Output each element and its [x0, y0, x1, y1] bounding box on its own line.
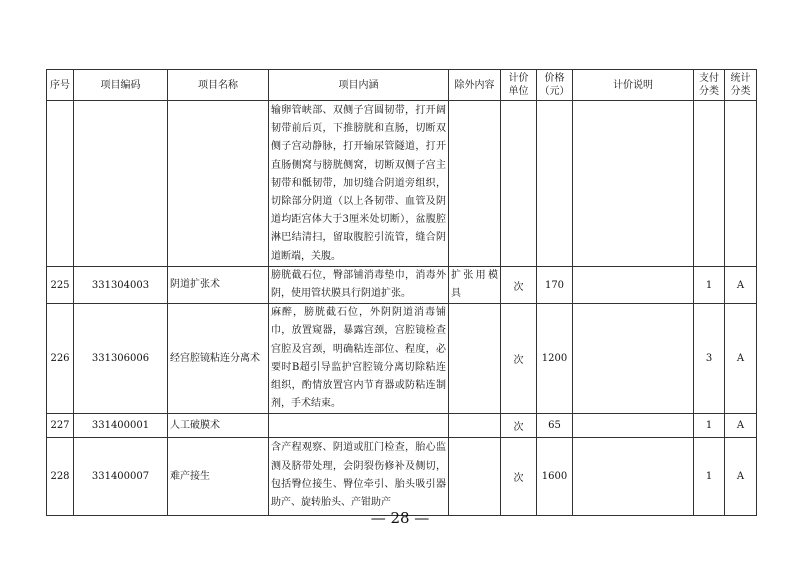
- cell-seq: 227: [47, 414, 74, 438]
- cell-unit: [501, 101, 537, 267]
- cell-name: 经宫腔镜粘连分离术: [168, 304, 269, 414]
- cell-exclusion: [449, 101, 501, 267]
- cell-note: [573, 438, 694, 516]
- header-seq: 序号: [47, 70, 74, 101]
- header-unit: 计价 单位: [501, 70, 537, 101]
- cell-content: [269, 414, 449, 438]
- cell-exclusion: [449, 438, 501, 516]
- cell-stat-class: A: [725, 438, 757, 516]
- table-row: [47, 414, 757, 438]
- cell-unit: 次: [501, 414, 537, 438]
- cell-stat-class: A: [725, 304, 757, 414]
- table-row: [47, 438, 757, 516]
- cell-name: 难产接生: [168, 438, 269, 516]
- cell-code: 331304003: [74, 266, 168, 303]
- header-code: 项目编码: [74, 70, 168, 101]
- cell-exclusion: 扩张用模具: [449, 266, 501, 303]
- header-note: 计价说明: [573, 70, 694, 101]
- fee-schedule-table: [46, 69, 757, 516]
- cell-price: 65: [537, 414, 573, 438]
- cell-exclusion: [449, 414, 501, 438]
- cell-unit: 次: [501, 266, 537, 303]
- cell-content: 膀胱截石位，臀部铺消毒垫巾，消毒外阴，使用管状膜具行阴道扩张。: [269, 266, 449, 303]
- cell-price: [537, 101, 573, 267]
- cell-content: 麻醉，膀胱截石位，外阴阴道消毒铺巾，放置窥器，暴露宫颈，宫腔镜检查宫腔及宫颈，明确粘连部位、程度，必要时B超引导监护宫腔镜分离切除粘连组织，酌情放置宫内节育器或防粘连制剂，手术结束。: [269, 304, 449, 414]
- cell-code: 331306006: [74, 304, 168, 414]
- cell-exclusion: [449, 304, 501, 414]
- cell-note: [573, 266, 694, 303]
- cell-price: 1600: [537, 438, 573, 516]
- cell-seq: 228: [47, 438, 74, 516]
- cell-pay-class: 1: [694, 438, 725, 516]
- table-row: [47, 304, 757, 414]
- header-name: 项目名称: [168, 70, 269, 101]
- page-number: — 28 —: [370, 509, 430, 527]
- header-stat-class: 统计 分类: [725, 70, 757, 101]
- cell-stat-class: [725, 101, 757, 267]
- header-price: 价格 （元）: [537, 70, 573, 101]
- header-exclusion: 除外内容: [449, 70, 501, 101]
- cell-content: 输卵管峡部、双侧子宫圆韧带，打开阔韧带前后页，下推膀胱和直肠，切断双侧子宫动静脉，打开输尿管隧道，打开直肠侧窝与膀胱侧窝，切断双侧子宫主韧带和骶韧带，加切缝合阴道旁组织，切除部分阴道（以上各韧带、血管及阴道均距宫体大于3厘米处切断），盆腹腔淋巴结清扫，留取腹腔引流管，缝合阴道断端，关腹。: [269, 101, 449, 267]
- cell-unit: 次: [501, 438, 537, 516]
- cell-code: [74, 101, 168, 267]
- cell-note: [573, 101, 694, 267]
- cell-pay-class: [694, 101, 725, 267]
- cell-name: 阴道扩张术: [168, 266, 269, 303]
- cell-pay-class: 1: [694, 266, 725, 303]
- cell-note: [573, 414, 694, 438]
- header-row: [47, 70, 757, 101]
- cell-content: 含产程观察、阴道或肛门检查，胎心监测及脐带处理，会阴裂伤修补及侧切，包括臀位接生、臀位牵引、胎头吸引器助产、旋转胎头、产钳助产: [269, 438, 449, 516]
- header-pay-class: 支付 分类: [694, 70, 725, 101]
- table-row: [47, 266, 757, 303]
- cell-code: 331400007: [74, 438, 168, 516]
- cell-note: [573, 304, 694, 414]
- cell-pay-class: 1: [694, 414, 725, 438]
- cell-name: 人工破膜术: [168, 414, 269, 438]
- cell-price: 170: [537, 266, 573, 303]
- cell-price: 1200: [537, 304, 573, 414]
- cell-seq: 226: [47, 304, 74, 414]
- cell-pay-class: 3: [694, 304, 725, 414]
- cell-unit: 次: [501, 304, 537, 414]
- cell-seq: 225: [47, 266, 74, 303]
- cell-stat-class: A: [725, 266, 757, 303]
- cell-seq: [47, 101, 74, 267]
- cell-code: 331400001: [74, 414, 168, 438]
- cell-name: [168, 101, 269, 267]
- table-row-continued: [47, 101, 757, 267]
- header-content: 项目内涵: [269, 70, 449, 101]
- cell-stat-class: A: [725, 414, 757, 438]
